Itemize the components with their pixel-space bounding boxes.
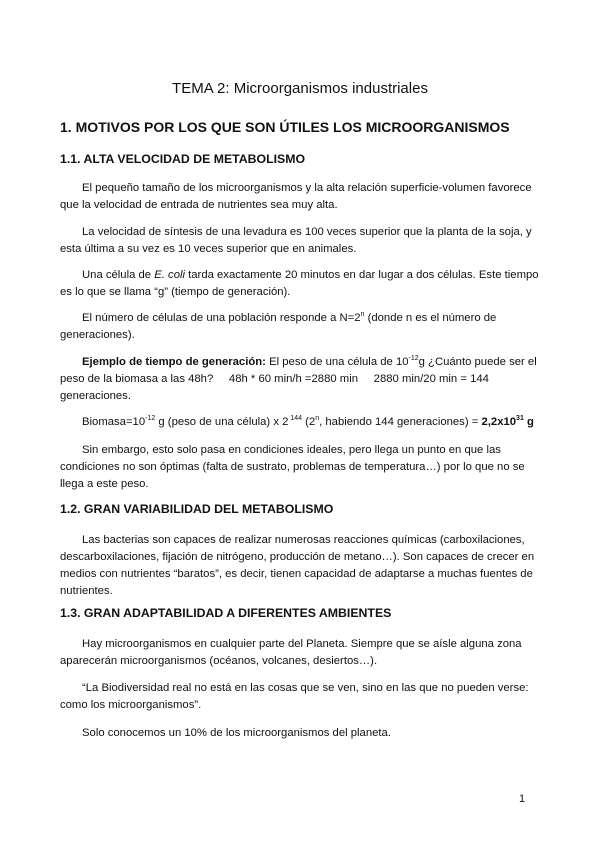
paragraph: “La Biodiversidad real no está en las cosas que se ven, sino en las que no pueden verse: como los microorganismos”. (60, 682, 529, 711)
paragraph: Sin embargo, esto solo pasa en condiciones ideales, pero llega un punto en que las condiciones no son óptimas (falta de sustrato, problemas de temperatura…) por lo que no se llega a este peso. (60, 444, 525, 490)
paragraph: El número de células de una población responde a $N=2^n$ (donde n es el número de generaciones). (60, 311, 497, 341)
subsection-heading: 1.3. GRAN ADAPTABILIDAD A DIFERENTES AMBIENTES (60, 606, 392, 620)
paragraph: La velocidad de síntesis de una levadura es 100 veces superior que la planta de la soja, y esta última a su vez es 10 veces superior que en animales. (60, 226, 532, 255)
paragraph: Una célula de E. coli tarda exactamente 20 minutos en dar lugar a dos células. Este tiempo es lo que se llama “g” (tiempo de generación). (60, 269, 539, 298)
section-heading: 1. MOTIVOS POR LOS QUE SON ÚTILES LOS MICROORGANISMOS (60, 119, 510, 135)
subsection-heading: 1.2. GRAN VARIABILIDAD DEL METABOLISMO (60, 502, 334, 516)
page-number: 1 (519, 793, 526, 805)
subsection-heading: 1.1. ALTA VELOCIDAD DE METABOLISMO (60, 152, 306, 166)
paragraph: Solo conocemos un 10% de los microorganismos del planeta. (82, 727, 391, 739)
paragraph: El pequeño tamaño de los microorganismos y la alta relación superficie-volumen favorece que la velocidad de entrada de nutrientes sea muy alta. (60, 182, 532, 211)
document-title: TEMA 2: Microorganismos industriales (172, 80, 428, 97)
paragraph: Las bacterias son capaces de realizar numerosas reacciones químicas (carboxilaciones, descarboxilaciones, fijación de nitrógeno, producción de metano…). Son capaces de crecer en medios con nutrientes “baratos”, es decir, tienen capacidad de adaptarse a muchas fuentes de nutrientes. (60, 534, 535, 597)
paragraph: Ejemplo de tiempo de generación: El peso de una célula de $10^{-12}g$ ¿Cuánto puede ser el peso de la biomasa a las 48h? 48h * 60 min/h =2880 min 2880 min/20 min = 144 generaciones. (60, 355, 540, 402)
paragraph: Hay microorganismos en cualquier parte del Planeta. Siempre que se aísle alguna zona aparecerán microorganismos (océanos, volcanes, desiertos…). (60, 638, 522, 667)
paragraph: $Biomasa=10^{-12}$ g (peso de una célula) x 2 $^{144}$ (2$^n$, habiendo 144 generaciones) = $2,2x10^{31}$ g (82, 415, 534, 428)
